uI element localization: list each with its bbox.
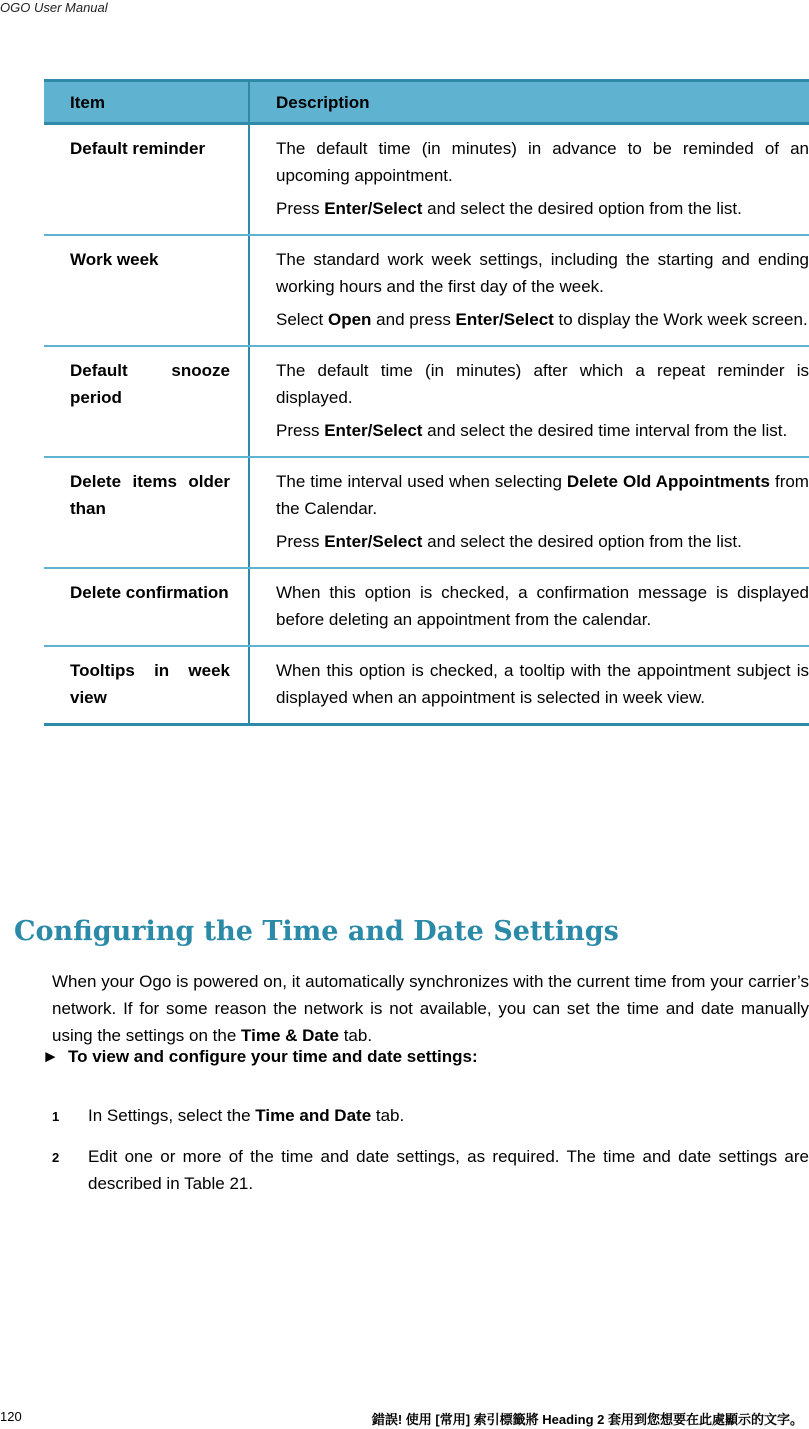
description-paragraph bbox=[276, 135, 809, 189]
row-item-delete-confirmation: Delete confirmation bbox=[44, 568, 249, 646]
option-name: Open bbox=[327, 310, 372, 329]
row-item-default-snooze-period: Default snooze period bbox=[44, 346, 249, 457]
footer-error-text: 錯誤! 使用 [常用] 索引標籤將 Heading 2 套用到您想要在此處顯示的文字。 bbox=[371, 1412, 803, 1427]
table-row bbox=[44, 568, 809, 646]
column-header-item: Item bbox=[44, 81, 249, 124]
step-number: 2 bbox=[52, 1150, 60, 1165]
text-run: tab. bbox=[338, 1026, 373, 1045]
text-run: from the Calendar. bbox=[276, 472, 809, 518]
command-name: Delete Old Appointments bbox=[566, 472, 770, 491]
table-header-row bbox=[44, 81, 809, 124]
table-row bbox=[44, 346, 809, 457]
row-description bbox=[249, 124, 809, 236]
row-description bbox=[249, 235, 809, 346]
step-text bbox=[88, 1102, 809, 1129]
text-run: and select the desired option from the list. bbox=[422, 532, 742, 551]
key-name: Enter/Select bbox=[455, 310, 554, 329]
step-text bbox=[88, 1143, 809, 1197]
table-row bbox=[44, 457, 809, 568]
intro-paragraph bbox=[52, 968, 809, 1049]
text-run: The time interval used when selecting bbox=[276, 472, 567, 491]
text-run: Press bbox=[276, 421, 325, 440]
tab-name: Time & Date bbox=[241, 1026, 339, 1045]
text-run: When this option is checked, a tooltip with the appointment subject is displayed when an appointment is selected in week view. bbox=[276, 661, 809, 707]
text-run: Press bbox=[276, 532, 325, 551]
text-run: Press bbox=[276, 199, 325, 218]
step-number: 1 bbox=[52, 1109, 60, 1124]
text-run: When this option is checked, a confirmation message is displayed before deleting an appointment from the calendar. bbox=[276, 583, 809, 629]
description-paragraph bbox=[276, 528, 809, 555]
table-row bbox=[44, 646, 809, 725]
section-heading: Configuring the Time and Date Settings bbox=[14, 916, 619, 947]
row-description bbox=[249, 646, 809, 725]
row-description bbox=[249, 346, 809, 457]
procedure-title bbox=[42, 1043, 809, 1070]
description-paragraph bbox=[276, 195, 809, 222]
text-run: The default time (in minutes) in advance to be reminded of an upcoming appointment. bbox=[276, 139, 809, 185]
table-row bbox=[44, 124, 809, 236]
description-paragraph bbox=[276, 306, 809, 333]
text-run: When your Ogo is powered on, it automatically synchronizes with the current time from your carrier’s network. If for some reason the network is not available, you can set the time and date manually using the settings on the bbox=[52, 972, 809, 1045]
page-number: 120 bbox=[0, 1409, 22, 1424]
step-item bbox=[52, 1143, 809, 1197]
description-paragraph bbox=[276, 357, 809, 411]
text-run: to display the Work week screen. bbox=[553, 310, 808, 329]
description-paragraph bbox=[276, 468, 809, 522]
tab-name: Time and Date bbox=[255, 1106, 372, 1125]
procedure-title-text: To view and configure your time and date settings: bbox=[68, 1047, 478, 1066]
description-paragraph bbox=[276, 417, 809, 444]
settings-table bbox=[44, 79, 809, 726]
text-run: In Settings, select the bbox=[88, 1106, 256, 1125]
key-name: Enter/Select bbox=[324, 421, 423, 440]
row-description bbox=[249, 457, 809, 568]
row-item-default-reminder: Default reminder bbox=[44, 124, 249, 236]
text-run: The standard work week settings, including the starting and ending working hours and the first day of the week. bbox=[276, 250, 809, 296]
row-item-work-week: Work week bbox=[44, 235, 249, 346]
step-item bbox=[52, 1102, 809, 1129]
row-item-tooltips-in-week-view: Tooltips in week view bbox=[44, 646, 249, 725]
row-description bbox=[249, 568, 809, 646]
text-run: and select the desired option from the list. bbox=[422, 199, 742, 218]
key-name: Enter/Select bbox=[324, 532, 423, 551]
description-paragraph bbox=[276, 246, 809, 300]
text-run: Edit one or more of the time and date settings, as required. The time and date settings are described in Table 21. bbox=[88, 1147, 809, 1193]
text-run: tab. bbox=[371, 1106, 405, 1125]
text-run: Select bbox=[276, 310, 328, 329]
text-run: and press bbox=[371, 310, 456, 329]
running-header: OGO User Manual bbox=[0, 0, 108, 15]
description-paragraph bbox=[276, 657, 809, 711]
text-run: The default time (in minutes) after which a repeat reminder is displayed. bbox=[276, 361, 809, 407]
column-header-description: Description bbox=[249, 81, 809, 124]
key-name: Enter/Select bbox=[324, 199, 423, 218]
text-run: and select the desired time interval from the list. bbox=[422, 421, 788, 440]
description-paragraph bbox=[276, 579, 809, 633]
triangle-arrow-icon: ► bbox=[42, 1047, 59, 1066]
row-item-delete-items-older-than: Delete items older than bbox=[44, 457, 249, 568]
table-row bbox=[44, 235, 809, 346]
